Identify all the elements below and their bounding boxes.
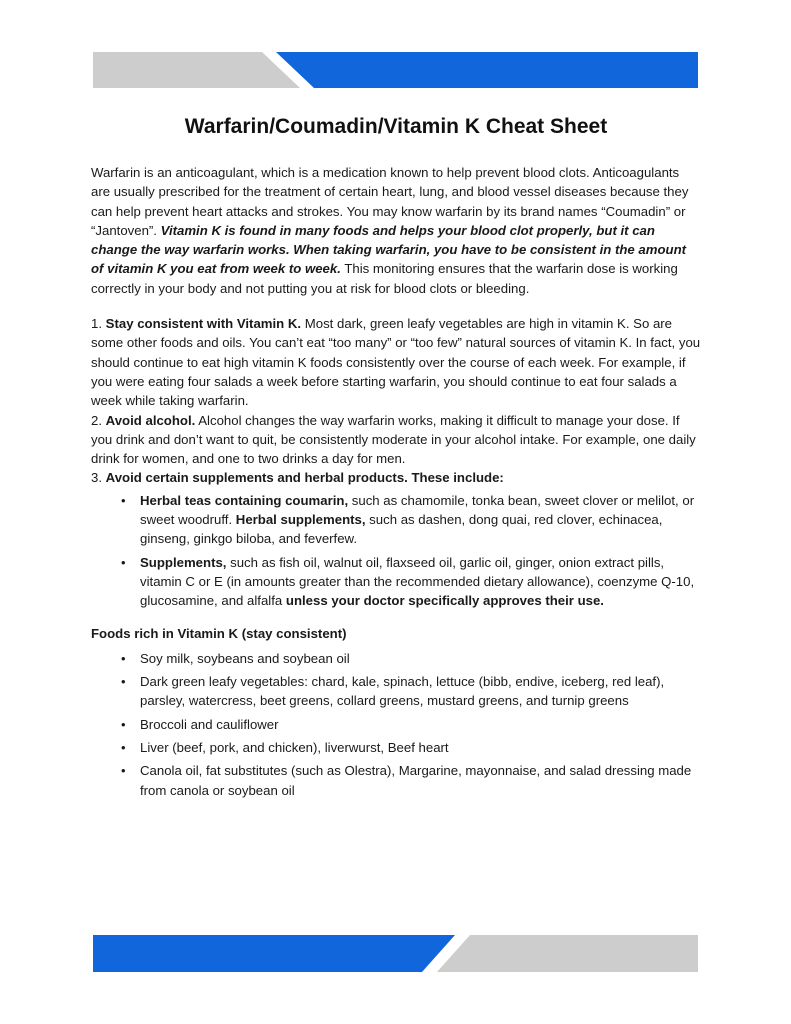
footer-banner xyxy=(93,935,698,972)
bullet-text: Canola oil, fat substitutes (such as Olestra), Margarine, mayonnaise, and salad dressing made from canola or soybean oil xyxy=(140,763,692,798)
food-bullet-item xyxy=(121,672,701,711)
bullet-icon: • xyxy=(121,650,126,666)
bullet-icon: • xyxy=(121,674,126,690)
bullet-icon: • xyxy=(121,740,126,756)
footer-banner-blue-shape xyxy=(93,935,455,972)
food-bullet-item xyxy=(121,649,701,668)
numbered-item-2: 2. Avoid alcohol. Alcohol changes the way warfarin works, making it difficult to manage your dose. If you drink and don’t want to quit, be consistently moderate in your alcohol intake. For example, one daily drink for women, and one to two drinks a day for men. xyxy=(91,412,696,467)
bullet-icon: • xyxy=(121,763,126,779)
bullet-icon: • xyxy=(121,554,126,570)
page-title: Warfarin/Coumadin/Vitamin K Cheat Sheet xyxy=(184,115,608,138)
numbered-list xyxy=(91,314,701,488)
foods-heading: Foods rich in Vitamin K (stay consistent) xyxy=(91,625,347,641)
food-bullet-item xyxy=(121,761,701,800)
numbered-item-3: 3. Avoid certain supplements and herbal products. These include: xyxy=(91,470,504,486)
bullet-text: Herbal teas containing coumarin, such as chamomile, tonka bean, sweet clover or melilot, or sweet woodruff. Herbal supplements, such as dashen, dong quai, red clover, echinacea, ginseng, ginkgo biloba, and feverfew. xyxy=(140,492,695,547)
bullet-text: Liver (beef, pork, and chicken), liverwurst, Beef heart xyxy=(140,740,449,756)
food-bullet-item xyxy=(121,715,701,734)
bullet-text: Soy milk, soybeans and soybean oil xyxy=(140,650,350,666)
bullet-text: Broccoli and cauliflower xyxy=(140,716,279,732)
foods-bullet-list xyxy=(91,649,701,800)
numbered-item-1: 1. Stay consistent with Vitamin K. Most dark, green leafy vegetables are high in vitamin K. So are some other foods and oils. You can’t eat “too many” or “too few” natural sources of vitamin K. In fact, you should continue to eat high vitamin K foods consistently over the course of each week. For example, if you were eating four salads a week before starting warfarin, you should continue to eat four salads a week while taking warfarin. xyxy=(91,316,701,409)
footer-banner-gray-shape xyxy=(437,935,698,972)
bullet-icon: • xyxy=(121,492,126,508)
bullet-text: Supplements, such as fish oil, walnut oil, flaxseed oil, garlic oil, ginger, onion extract pills, vitamin C or E (in amounts greater than the recommended dietary allowance), coenzyme Q-10, glucosamine, and alfalfa unless your doctor specifically approves their use. xyxy=(140,554,695,609)
bullet-icon: • xyxy=(121,716,126,732)
supplement-bullet-list xyxy=(91,491,701,611)
intro-paragraph: Warfarin is an anticoagulant, which is a medication known to help prevent blood clots. Anticoagulants are usually prescribed for the treatment of certain heart, lung, and blood vessel diseases because they can help prevent heart attacks and strokes. You may know warfarin by its brand names “Coumadin” or “Jantoven”. Vitamin K is found in many foods and helps your blood clot properly, but it can change the way warfarin works. When taking warfarin, you have to be consistent in the amount of vitamin K you eat from week to week. This monitoring ensures that the warfarin dose is working correctly in your body and not putting you at risk for blood clots or bleeding. xyxy=(91,165,689,296)
food-bullet-item xyxy=(121,738,701,757)
bullet-text: Dark green leafy vegetables: chard, kale, spinach, lettuce (bibb, endive, iceberg, red leaf), parsley, watercress, beet greens, collard greens, mustard greens, and turnip greens xyxy=(140,674,665,709)
supplement-bullet-item xyxy=(121,491,701,549)
supplement-bullet-item xyxy=(121,553,701,611)
